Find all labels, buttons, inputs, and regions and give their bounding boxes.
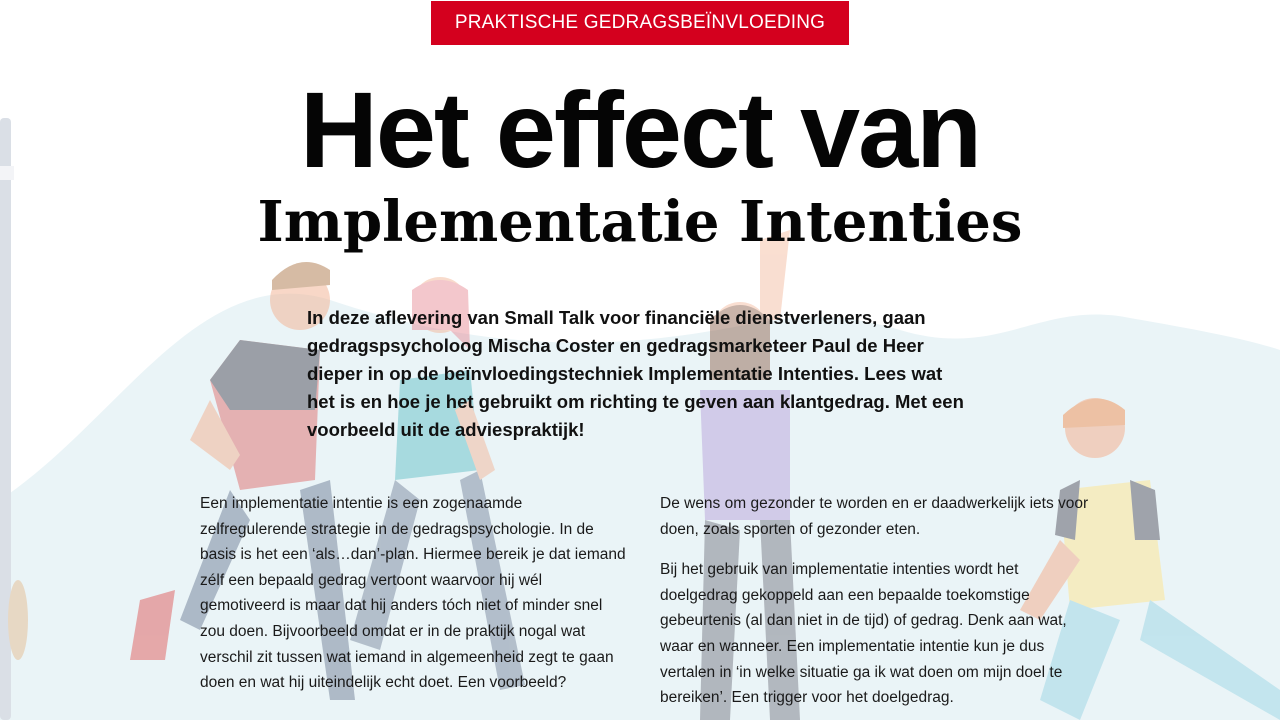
category-badge[interactable]: PRAKTISCHE GEDRAGSBEÏNVLOEDING — [431, 1, 849, 45]
left-column — [200, 491, 630, 696]
body-paragraph: Bij het gebruik van implementatie intenties wordt het doelgedrag gekoppeld aan een bepaalde toekomstige gebeurtenis (al dan niet in de tijd) of gedrag. Denk aan wat, waar en wanneer. Een implementatie intentie kun je dus vertalen in ‘in welke situatie ga ik wat doen om mijn doel te bereiken’. Een trigger voor het doelgedrag. — [660, 561, 1067, 707]
intro-paragraph: In deze aflevering van Small Talk voor financiële dienstverleners, gaan gedragspsycholoog Mischa Coster en gedragsmarketeer Paul de Heer dieper in op de beïnvloedingstechniek Implementatie Intenties. Lees wat het is en hoe je het gebruikt om richting te geven aan klantgedrag. Met een voorbeeld uit de adviespraktijk! — [307, 307, 964, 440]
body-paragraph: Een implementatie intentie is een zogenaamde zelfregulerende strategie in de gedragspsychologie. In de basis is het een ‘als…dan’-plan. Hiermee bereik je dat iemand zélf een bepaald gedrag vertoont waarvoor hij wél gemotiveerd is maar dat hij anders tóch niet of minder snel zou doen. Bijvoorbeeld omdat er in de praktijk nogal wat verschil zit tussen wat iemand in algemeenheid zegt te gaan doen en wat hij uiteindelijk echt doet. Een voorbeeld? — [200, 495, 626, 692]
page-title: Het effect van — [299, 69, 981, 190]
right-column — [660, 491, 1090, 711]
page-subtitle: Implementatie Intenties — [257, 189, 1023, 255]
body-paragraph: De wens om gezonder te worden en er daadwerkelijk iets voor doen, zoals sporten of gezonder eten. — [660, 495, 1089, 538]
